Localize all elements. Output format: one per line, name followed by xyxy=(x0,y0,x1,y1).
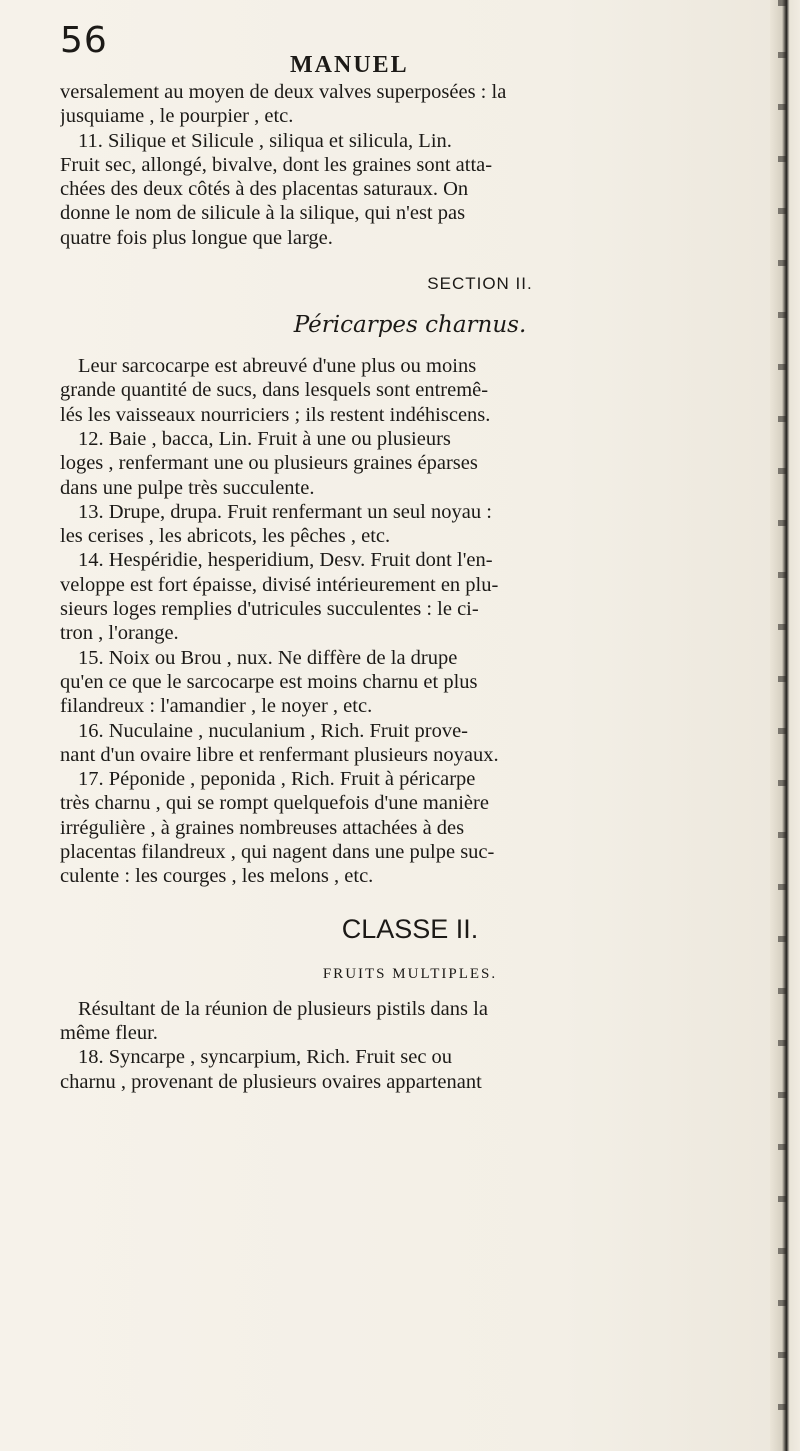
text-line: Fruit sec, allongé, bivalve, dont les graines sont atta- xyxy=(60,153,493,176)
text-line: 13. Drupe, drupa. Fruit renfermant un seul noyau : xyxy=(78,500,492,523)
entry-silique xyxy=(60,129,760,250)
section-subtitle: Péricarpes charnus. xyxy=(293,312,527,339)
paragraph-continuation xyxy=(60,80,760,129)
text-line: 18. Syncarpe , syncarpium, Rich. Fruit sec ou xyxy=(78,1046,453,1069)
page-edge-marks xyxy=(778,0,786,1451)
text-line: chées des deux côtés à des placentas saturaux. On xyxy=(60,178,469,201)
page-text xyxy=(60,80,760,1094)
page-header xyxy=(60,20,760,80)
text-line: Leur sarcocarpe est abreuvé d'une plus ou moins xyxy=(78,355,477,378)
text-line: veloppe est fort épaisse, divisé intérieurement en plu- xyxy=(60,573,499,596)
class-body xyxy=(60,997,760,1094)
text-line: sieurs loges remplies d'utricules succulentes : le ci- xyxy=(60,598,479,621)
fruit-entries xyxy=(60,427,760,889)
text-line: Résultant de la réunion de plusieurs pistils dans la xyxy=(78,997,488,1020)
running-head: MANUEL xyxy=(290,52,409,78)
section-intro xyxy=(60,354,760,427)
text-line: irrégulière , à graines nombreuses attachées à des xyxy=(60,816,465,839)
text-line: versalement au moyen de deux valves superposées : la xyxy=(60,81,507,103)
text-line: quatre fois plus longue que large. xyxy=(60,226,333,249)
text-line: les cerises , les abricots, les pêches , etc. xyxy=(60,525,391,548)
page-number: 56 xyxy=(60,20,108,61)
text-line: même fleur. xyxy=(60,1021,158,1044)
text-line: charnu , provenant de plusieurs ovaires appartenant xyxy=(60,1070,482,1093)
class-subtitle: FRUITS MULTIPLES. xyxy=(322,965,498,982)
text-line: lés les vaisseaux nourriciers ; ils restent indéhiscens. xyxy=(60,403,491,426)
section-title: SECTION II. xyxy=(427,274,533,294)
text-line: 14. Hespéridie, hesperidium, Desv. Fruit dont l'en- xyxy=(78,549,493,572)
text-line: 15. Noix ou Brou , nux. Ne diffère de la drupe xyxy=(78,646,458,669)
class-title: CLASSE II. xyxy=(341,913,479,944)
text-line: 17. Péponide , peponida , Rich. Fruit à péricarpe xyxy=(78,768,476,791)
text-line: 16. Nuculaine , nuculanium , Rich. Fruit prove- xyxy=(78,719,468,742)
text-line: dans une pulpe très succulente. xyxy=(60,476,315,499)
text-line: jusquiame , le pourpier , etc. xyxy=(60,105,294,128)
text-line: placentas filandreux , qui nagent dans une pulpe suc- xyxy=(60,841,495,864)
text-line: 12. Baie , bacca, Lin. Fruit à une ou plusieurs xyxy=(78,427,451,450)
text-line: nant d'un ovaire libre et renfermant plusieurs noyaux. xyxy=(60,743,499,766)
text-line: très charnu , qui se rompt quelquefois d'une manière xyxy=(60,792,489,815)
text-line: culente : les courges , les melons , etc. xyxy=(60,865,374,888)
text-line: loges , renfermant une ou plusieurs graines éparses xyxy=(60,452,478,475)
text-line: donne le nom de silicule à la silique, qui n'est pas xyxy=(60,202,466,225)
text-line: grande quantité de sucs, dans lesquels sont entremê- xyxy=(60,379,489,402)
text-line: 11. Silique et Silicule , siliqua et silicula, Lin. xyxy=(78,129,452,152)
text-line: tron , l'orange. xyxy=(60,622,179,645)
text-line: filandreux : l'amandier , le noyer , etc. xyxy=(60,695,373,718)
text-line: qu'en ce que le sarcocarpe est moins charnu et plus xyxy=(60,670,478,693)
